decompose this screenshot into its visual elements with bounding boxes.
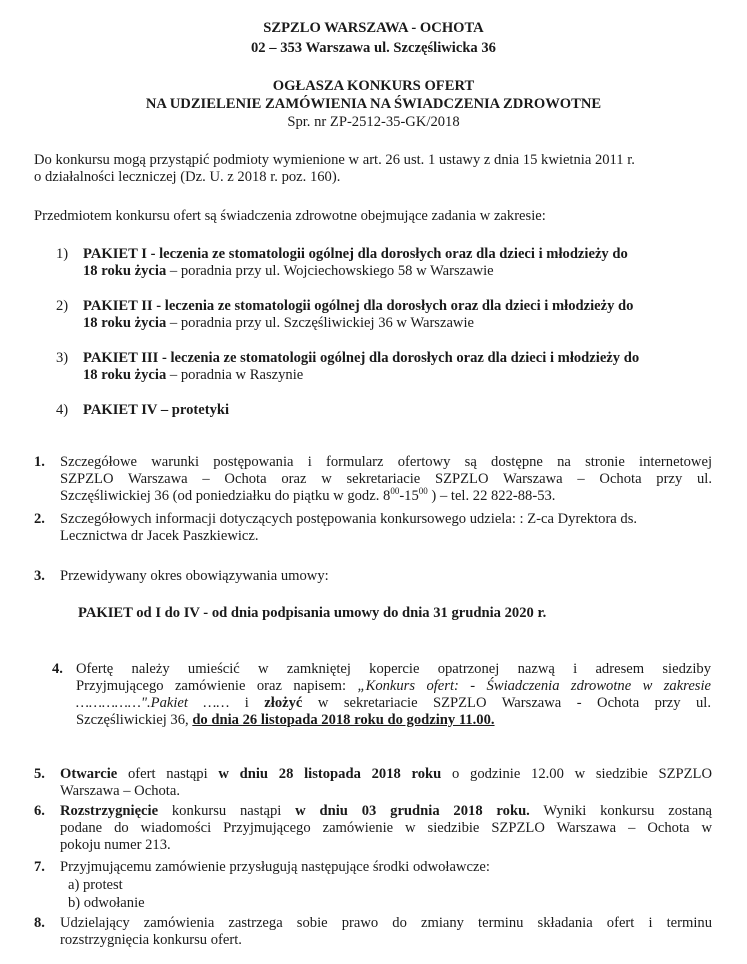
text: Szczęśliwickiej 36,: [76, 712, 193, 728]
package-item-4: [56, 402, 716, 419]
package-title: PAKIET II - leczenia ze stomatologii ogólnej dla dorosłych oraz dla dzieci i młodzieży do: [83, 298, 634, 314]
org-name: SZPZLO WARSZAWA - OCHOTA: [263, 20, 484, 36]
item-2: [60, 511, 720, 545]
text: konkursu nastąpi: [158, 803, 296, 819]
package-item-1: [56, 246, 716, 280]
intro-paragraph: [34, 152, 714, 186]
intro-line-1: Do konkursu mogą przystąpić podmioty wymienione w art. 26 ust. 1 ustawy z dnia 15 kwietnia 2011 r.: [34, 152, 635, 168]
appeal-option-b: b) odwołanie: [68, 895, 145, 911]
item-4-line-1: Ofertę należy umieścić w zamkniętej kopercie opatrzonej nazwą i adresem siedziby: [76, 661, 711, 677]
announcement-line-1: OGŁASZA KONKURS OFERT: [272, 78, 475, 94]
item-number: 7.: [34, 859, 45, 875]
item-7: Przyjmującemu zamówienie przysługują następujące środki odwoławcze:: [60, 859, 490, 875]
item-number: 3.: [34, 568, 45, 584]
bold-text: złożyć: [264, 695, 303, 711]
text: o godzinie 12.00 w siedzibie SZPZLO: [441, 766, 712, 782]
package-number: 4): [56, 402, 69, 418]
italic-text: ……………".Pakiet ……: [76, 695, 245, 711]
package-age: 18 roku życia: [83, 315, 167, 331]
text: w sekretariacie SZPZLO Warszawa - Ochota przy ul.: [302, 695, 712, 711]
bold-text: w dniu 03 grudnia 2018 roku.: [295, 803, 530, 819]
org-address: 02 – 353 Warszawa ul. Szczęśliwicka 36: [251, 40, 496, 56]
item-number: 5.: [34, 766, 45, 782]
italic-text: „Konkurs ofert: - Świadczenia zdrowotne w zakresie: [357, 678, 712, 694]
item-2-line-2: Lecznictwa dr Jacek Paszkiewicz.: [60, 528, 259, 544]
item-number: 6.: [34, 803, 45, 819]
item-5-line-2: Warszawa – Ochota.: [60, 783, 180, 799]
text: i: [244, 695, 265, 711]
superscript: 00: [390, 486, 400, 497]
item-1-line-2: SZPZLO Warszawa – Ochota oraz w sekretariacie SZPZLO Warszawa – Ochota przy ul.: [60, 471, 712, 487]
text: ofert nastąpi: [117, 766, 219, 782]
item-1-line-3: [60, 488, 712, 505]
reference-number: Spr. nr ZP-2512-35-GK/2018: [287, 114, 460, 130]
appeal-option-a: a) protest: [68, 877, 123, 893]
announcement-line-2: NA UDZIELENIE ZAMÓWIENIA NA ŚWIADCZENIA ZDROWOTNE: [145, 96, 602, 112]
item-5: [60, 766, 712, 800]
item-8: [60, 915, 712, 949]
item-1-line-1: Szczegółowe warunki postępowania i formularz ofertowy są dostępne na stronie internetowej: [60, 454, 712, 470]
package-title: PAKIET III - leczenia ze stomatologii ogólnej dla dorosłych oraz dla dzieci i młodzieży do: [83, 350, 640, 366]
item-number: 4.: [52, 661, 63, 677]
text: ) – tel. 22 822-88-53.: [427, 488, 556, 504]
item-3: Przewidywany okres obowiązywania umowy:: [60, 568, 329, 584]
bold-text: Otwarcie: [60, 766, 118, 782]
package-age: 18 roku życia: [83, 263, 167, 279]
contract-period: PAKIET od I do IV - od dnia podpisania umowy do dnia 31 grudnia 2020 r.: [78, 605, 547, 621]
text: -15: [399, 488, 419, 504]
item-6-line-1: [60, 803, 712, 820]
package-item-3: [56, 350, 716, 384]
package-location: – poradnia w Raszynie: [166, 367, 304, 383]
item-5-line-1: [60, 766, 712, 783]
package-item-2: [56, 298, 716, 332]
deadline: do dnia 26 listopada 2018 roku do godziny 11.00.: [192, 712, 495, 728]
item-8-line-1: Udzielający zamówienia zastrzega sobie prawo do zmiany terminu składania ofert i terminu: [60, 915, 712, 931]
item-4-line-4: [76, 712, 711, 729]
package-age: 18 roku życia: [83, 367, 167, 383]
package-title: PAKIET I - leczenia ze stomatologii ogólnej dla dorosłych oraz dla dzieci i młodzieży do: [83, 246, 628, 262]
package-number: 2): [56, 298, 69, 314]
item-4: [76, 661, 711, 729]
intro-line-2: o działalności leczniczej (Dz. U. z 2018 r. poz. 160).: [34, 169, 341, 185]
text: Przyjmującego zamówienie oraz napisem:: [76, 678, 358, 694]
text: Wyniki konkursu zostaną: [529, 803, 712, 819]
package-location: – poradnia przy ul. Szczęśliwickiej 36 w Warszawie: [166, 315, 475, 331]
item-6: [60, 803, 712, 854]
item-4-line-2: [76, 678, 711, 695]
item-number: 2.: [34, 511, 45, 527]
bold-text: Rozstrzygnięcie: [60, 803, 159, 819]
item-2-line-1: Szczegółowych informacji dotyczących postępowania konkursowego udziela: : Z-ca Dyrektora ds.: [60, 511, 638, 527]
package-title: PAKIET IV – protetyki: [83, 402, 230, 418]
item-6-line-3: pokoju numer 213.: [60, 837, 171, 853]
item-number: 1.: [34, 454, 45, 470]
item-6-line-2: podane do wiadomości Przyjmującego zamówienie w siedzibie SZPZLO Warszawa – Ochota w: [60, 820, 712, 836]
item-8-line-2: rozstrzygnięcia konkursu ofert.: [60, 932, 242, 948]
text: Szczęśliwickiej 36 (od poniedziałku do piątku w godz. 8: [60, 488, 391, 504]
item-number: 8.: [34, 915, 45, 931]
package-number: 3): [56, 350, 69, 366]
package-location: – poradnia przy ul. Wojciechowskiego 58 w Warszawie: [166, 263, 494, 279]
item-1: [60, 454, 712, 505]
bold-text: w dniu 28 listopada 2018 roku: [218, 766, 442, 782]
item-4-line-3: [76, 695, 711, 712]
package-number: 1): [56, 246, 69, 262]
superscript: 00: [418, 486, 428, 497]
subject-paragraph: Przedmiotem konkursu ofert są świadczenia zdrowotne obejmujące zadania w zakresie:: [34, 208, 546, 224]
